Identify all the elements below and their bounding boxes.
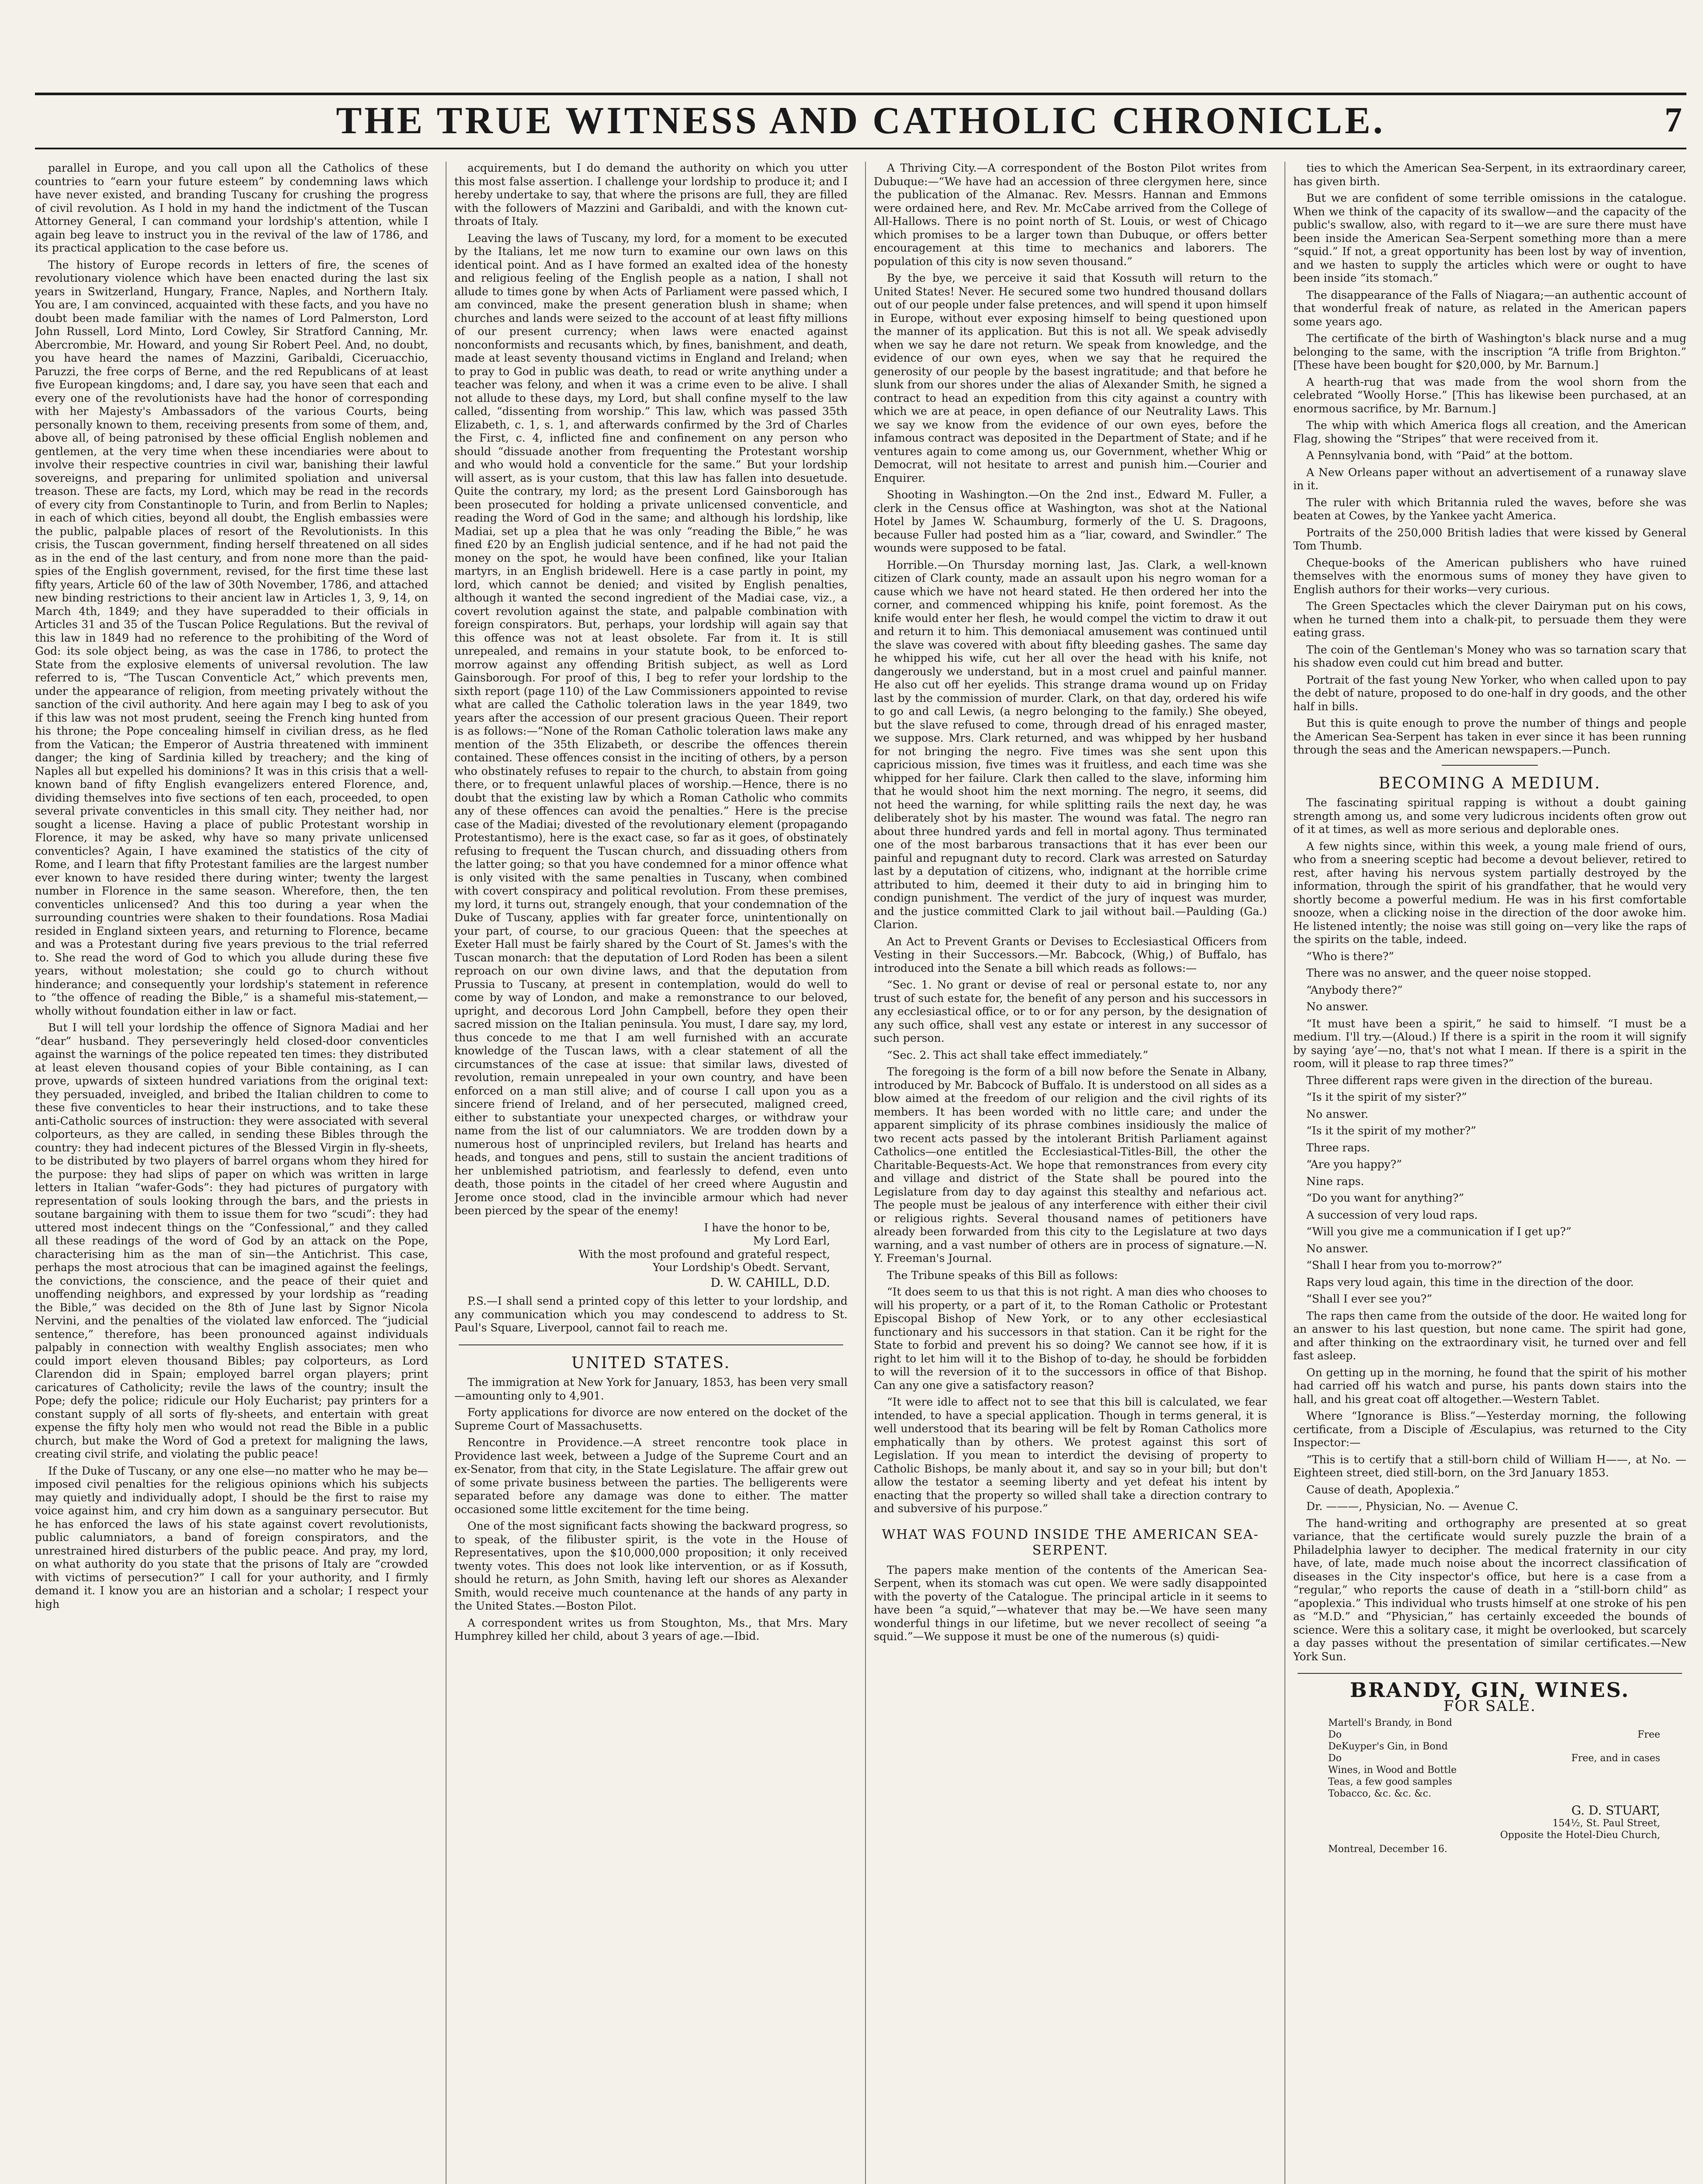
article-paragraph: “Are you happy?” <box>1306 1158 1402 1171</box>
article-paragraph: A New Orleans paper without an advertisement of a runaway slave in it. <box>1293 466 1686 492</box>
masthead-top-rule <box>35 93 1686 95</box>
signature: D. W. CAHILL, D.D. <box>710 1275 830 1290</box>
article-paragraph: The whip with which America flogs all creation, and the American Flag, showing the “Stripes” that were received from it. <box>1293 419 1686 445</box>
cahill-letter-body <box>454 162 848 1218</box>
ad-item <box>1328 1741 1660 1752</box>
closing-line: I have the honor to be, <box>704 1221 830 1234</box>
article-paragraph: ties to which the American Sea-Serpent, in its extraordinary career, has given birth. <box>1293 162 1686 188</box>
ad-item <box>1328 1752 1660 1764</box>
article-paragraph: Where “Ignorance is Bliss.”—Yesterday morning, the following certificate, from a Disciple of Æsculapius, was returned to the City Inspector:— <box>1293 1410 1686 1449</box>
united-states-news <box>454 1376 848 1643</box>
closing-line: With the most profound and grateful respect, <box>578 1248 830 1261</box>
page-number: 7 <box>1665 101 1682 139</box>
column-2 <box>454 162 848 2184</box>
article-paragraph: Cause of death, Apoplexia.” <box>1306 1483 1460 1496</box>
news-item: One of the most significant facts showing the backward progress, so to speak, of the filibuster spirit, is the vote in the House of Representatives, upon the $10,000,000 proposition; it only received twenty votes. This does not look like intervention, or as if Kossuth, should he return, as John Smith, having left our shores as Alexander Smith, would receive much countenance at the hands of any party in the United States.—Boston Pilot. <box>454 1520 848 1612</box>
ad-item-name: Do <box>1328 1729 1342 1740</box>
article-paragraph: “This is to certify that a still-born child of William H——, at No. — Eighteen street, died still-born, on the 3rd January 1853. <box>1293 1453 1686 1479</box>
newspaper-title: THE TRUE WITNESS AND CATHOLIC CHRONICLE. <box>336 100 1385 142</box>
article-paragraph: acquirements, but I do demand the authority on which you utter this most false assertion. I challenge your lordship to produce it; and I hereby undertake to say, that where the prisons are full, they are filled with the followers of Mazzini and Garibaldi, and with the known cut-throats of Italy. <box>454 162 848 228</box>
article-paragraph: The fascinating spiritual rapping is without a doubt gaining strength among us, and some very ludicrous incidents often grow out of it at times, as well as more serious and deplorable ones. <box>1293 796 1686 836</box>
news-item: A Thriving City.—A correspondent of the Boston Pilot writes from Dubuque:—“We have had an accession of three clergymen here, since the publication of the Almanac. Rev. Messrs. Hannan and Emmons were ordained here, and Rev. Mr. McCabe arrived from the College of All-Hallows. There is no point north of St. Louis, or west of Chicago which promises to be a larger town than Dubuque, or offers better encouragement at this time to mechanics and laborers. The population of this city is now seven thousand.” <box>874 162 1267 268</box>
postscript: P.S.—I shall send a printed copy of this letter to your lordship, and any communication which you may condescend to address to St. Paul's Square, Liverpool, cannot fail to reach me. <box>454 1295 848 1334</box>
ad-item-note: Free, and in cases <box>1571 1753 1660 1764</box>
column-divider <box>1284 162 1285 2184</box>
article-paragraph: “Anybody there?” <box>1306 983 1403 996</box>
closing-line: My Lord Earl, <box>753 1234 830 1247</box>
article-paragraph: Three raps. <box>1306 1141 1370 1154</box>
article-paragraph: No answer. <box>1306 1107 1369 1120</box>
article-paragraph: If the Duke of Tuscany, or any one else—no matter who he may be—imposed civil penalties for the religious opinions which his subjects may quietly and individually adopt, I should be the first to raise my voice against him, and cry him down as a sanguinary persecutor. But he has enforced the laws of his state against covert revolutionists, public calumniators, a band of foreign conspirators, and the unrestrained hired disturbers of the public peace. And pray, my lord, on what authority do you state that the prisons of Italy are “crowded with victims of persecution?” I call for your authority, and I firmly demand it. I know you are an historian and a scholar; I respect your high <box>35 1464 428 1610</box>
article-paragraph: “Is it the spirit of my sister?” <box>1306 1091 1467 1103</box>
article-paragraph: Nine raps. <box>1306 1175 1364 1188</box>
news-item: Horrible.—On Thursday morning last, Jas. Clark, a well-known citizen of Clark county, made an assault upon his negro woman for a cause which we have not heard stated. He then ordered her into the corner, and commenced whipping his knife, point foremost. As the knife would enter her flesh, he would compel the victim to draw it out and return it to him. This demoniacal amusement was continued until the slave was covered with about fifty bleeding gashes. The same day he whipped his wife, cut her all over the head with his knife, not dangerously we understand, but in a most cruel and painful manner. He also cut off her eyelids. This strange drama wound up on Friday last by the commission of murder. Clark, on that day, ordered his wife to go and call Lewis, (a negro belonging to the family.) She obeyed, but the slave refused to come, through dread of his enraged master, we suppose. Mrs. Clark returned, and was whipped by her husband for not bringing the negro. Five times was she sent upon this capricious mission, five times was it fruitless, and each time was she whipped for her failure. Clark then called to the slave, informing him that he would shoot him the next morning. The negro, it seems, did not heed the warning, for while splitting rails the next day, he was deliberately shot by his master. The wound was fatal. The negro ran about three hundred yards and fell in mortal agony. Thus terminated one of the most barbarous transactions that it has ever been our painful and repugnant duty to record. Clark was arrested on Saturday last by a deputation of citizens, who, indignant at the horrible crime attributed to him, deemed it their duty to aid in bringing him to condign punishment. The verdict of the jury of inquest was murder, and the justice committed Clark to jail without bail.—Paulding (Ga.) Clarion. <box>874 558 1267 931</box>
section-heading-becoming-a-medium: BECOMING A MEDIUM. <box>1378 774 1601 792</box>
closing-line: Your Lordship's Obedt. Servant, <box>653 1261 830 1274</box>
article-paragraph: “Is it the spirit of my mother?” <box>1306 1124 1476 1137</box>
article-paragraph: A Pennsylvania bond, with “Paid” at the bottom. <box>1306 449 1573 462</box>
column-divider <box>446 162 447 2184</box>
ad-address: 154½, St. Paul Street, <box>1552 1818 1660 1829</box>
article-paragraph: A few nights since, within this week, a young male friend of ours, who from a sneering sceptic had become a devout believer, retired to rest, after having his nervous system partially destroyed by the information, through the spirit of his grandfather, that he would very shortly become a powerful medium. He was in his first comfortable snooze, when a clicking noise in the direction of the door awoke him. He listened intently; the noise was still going on—very like the raps of the spirits on the table, indeed. <box>1293 840 1686 946</box>
article-paragraph: Three different raps were given in the direction of the bureau. <box>1306 1074 1653 1087</box>
article-paragraph: Portraits of the 250,000 British ladies that were kissed by General Tom Thumb. <box>1293 526 1686 552</box>
news-item: A correspondent writes us from Stoughton, Ms., that Mrs. Mary Humphrey killed her child, about 3 years of age.—Ibid. <box>454 1616 848 1642</box>
news-item: An Act to Prevent Grants or Devises to Ecclesiastical Officers from Vesting in their Successors.—Mr. Babcock, (Whig,) of Buffalo, has introduced into the Senate a bill which reads as follows:— <box>874 935 1267 975</box>
ad-item-name: Wines, in Wood and Bottle <box>1328 1765 1457 1776</box>
article-paragraph: “Who is there?” <box>1306 950 1394 963</box>
article-paragraph: “Shall I hear from you to-morrow?” <box>1306 1259 1502 1272</box>
article-paragraph: Leaving the laws of Tuscany, my lord, for a moment to be executed by the Italians, let me now turn to examine our own laws on this identical point. And as I have formed an exalted idea of the honesty and religious feeling of the English people as a nation, I shall not allude to times gone by when Acts of Parliament were passed which, I am convinced, make the present generation blush in shame; when churches and lands were seized to the account of at least fifty millions of our present currency; when laws were enacted against nonconformists and recusants which, by fines, banishment, and death, made at least seventy thousand victims in England and Ireland; when to pray to God in public was death, to read or write anything under a teacher was felony, and when it was a crime even to be alive. I shall not allude to these days, my Lord, but shall confine myself to the law called, “dissenting from worship.” This law, which was passed 35th Elizabeth, c. 1, s. 1, and afterwards confirmed by the 3rd of Charles the First, c. 4, inflicted fine and confinement on any person who should “dissuade another from frequenting the Protestant worship and who would hold a conventicle for the same.” But your lordship will assert, as is your custom, that this law has fallen into desuetude. Quite the contrary, my lord; as the present Lord Gainsborough has been prosecuted for holding a private unlicensed conventicle, and reading the Word of God in the same; and although his lordship, like Madiai, set up a plea that he was only “reading the Bible,” he was fined £20 by an English judicial sentence, and if he had not paid the money on the spot, he would have been confined, like your Italian martyrs, in an English bridewell. Here is a case partly in point, my lord, which cannot be denied; and visited by English penalties, although it wanted the second ingredient of the Madiai case, viz., a covert revolution against the state, and palpable combination with foreign conspirators. But, perhaps, your lordship will again say that this offence was not at least obsolete. Far from it. It is still unrepealed, and remains in your statute book, to be enforced to-morrow against any offending British subject, as well as Lord Gainsborough. For proof of this, I beg to refer your lordship to the sixth report (page 110) of the Law Commissioners appointed to revise what are called the Catholic toleration laws in the year 1849, two years after the accession of our present gracious Queen. Their report is as follows:—“None of the Roman Catholic toleration laws make any mention of the 35th Elizabeth, or describe the offences therein contained. These offences consist in the inciting of others, by a person who obstinately refuses to repair to the church, to abstain from going there, or to frequent unlawful places of worship.—Hence, there is no doubt that the existing law by which a Roman Catholic who commits any of these offences can avoid the penalties.” Here is the precise case of the Madiai; divested of the revolutionary element (propagando Protestantismo), here is the exact case, so far as it goes, of obstinately refusing to frequent the Tuscan church, and dissuading others from the latter going; so that you have condemned for a minor offence what is only visited with the same penalties in Tuscany, when combined with covert conspiracy and political revolution. From these premises, my lord, it turns out, strangely enough, that your condemnation of the Duke of Tuscany, applies with far greater force, unintentionally on your part, of course, to our gracious Queen: that the speeches at Exeter Hall must be fairly shared by the Court of St. James's with the Tuscan monarch: that the deputation of Lord Roden has been a silent reproach on our own divine laws, and that the deputation from Prussia to Tuscany, at present in contemplation, would do well to come by way of London, and make a remonstrance to our beloved, upright, and decorous Lord John Campbell, before they open their sacred mission on the Italian peninsula. You must, I dare say, my lord, thus concede to me that I am well furnished with an accurate knowledge of the Tuscan laws, with a clear statement of all the circumstances of the case at issue: that similar laws, divested of revolution, remain unrepealed in your own country, and have been enforced on a man still alive; and of course I call upon you as a sincere friend of Ireland, and of her persecuted, maligned creed, either to substantiate your unexpected charges, or withdraw your name from the list of our calumniators. We are trodden down by a numerous host of unprincipled revilers, but Ireland has hearts and heads, and tongues and pens, still to sustain the ancient traditions of her unblemished patriotism, and fearlessly to defend, even unto death, those points in the citadel of her creed where Augustin and Jerome once stood, clad in the invincible armour which had never been pierced by the spear of the enemy! <box>454 232 848 1217</box>
article-paragraph: The history of Europe records in letters of fire, the scenes of revolutionary violence which have been enacted during the last six years in Switzerland, Hungary, France, Naples, and Northern Italy. You are, I am convinced, acquainted with these facts, and you have no doubt been made familiar with the names of Lord Palmerston, Lord John Russell, Lord Minto, Lord Cowley, Sir Stratford Canning, Mr. Abercrombie, Mr. Howard, and young Sir Robert Peel. And, no doubt, you have heard the names of Mazzini, Garibaldi, Ciceruacchio, Paruzzi, the free corps of Berne, and the red Republicans of at least five European kingdoms; and, I dare say, you have seen that each and every one of the revolutionists have had the honor of corresponding with her Majesty's Ambassadors of the various Courts, being personally known to them, receiving presents from some of them, and, above all, of being patronised by these official English noblemen and gentlemen, at the very time when these incendiaries were about to involve their respective countries in civil war, banishing their lawful sovereigns, and preparing for unlimited spoliation and universal treason. These are facts, my Lord, which may be read in the records of every city from Constantinople to Turin, and from Berlin to Naples; in each of which cities, beyond all doubt, the English embassies were the public, palpable places of resort of the Revolutionists. In this crisis, the Tuscan government, finding herself threatened on all sides as in the end of the last century, and from none more than the paid-spies of the English government, revised, for the first time these last fifty years, Article 60 of the law of 30th November, 1786, and attached new binding restrictions to their ancient law in Articles 1, 3, 9, 14, on March 4th, 1849; and they have superadded to their officials in Articles 31 and 35 of the Tuscan Police Regulations. But the revival of this law in 1849 had no reference to the prohibiting of the Word of God: its sole object being, as was the case in 1786, to protect the State from the explosive elements of universal revolution. The law referred to is, “The Tuscan Conventicle Act,” which prevents men, under the appearance of religion, from meeting privately without the sanction of the civil authority. And here again may I beg to ask of you if this law was not most prudent, seeing the French king hunted from his throne; the Pope concealing himself in civilian dress, as he fled from the Vatican; the Emperor of Austria threatened with imminent danger; the king of Sardinia killed by treachery; and the king of Naples all but expelled his dominions? It was in this crisis that a well-known band of fifty English evangelizers entered Florence, and, dividing themselves into five sections of ten each, proceeded, to open several private conventicles in this small city. They neither had, nor sought a license. Having a place of public Protestant worship in Florence, it may be asked, why have so many private unlicensed conventicles? Again, I have examined the statistics of the city of Rome, and I learn that fifty Protestant families are the largest number ever known to have resided there during winter; twenty the largest number in Florence in the same season. Wherefore, then, the ten conventicles unlicensed? And this too during a year when the surrounding countries were shaken to their foundations. Rosa Madiai resided in England sixteen years, and returning to Florence, became and was a Protestant during five years previous to the trial referred to. She read the word of God to which you allude during these five years, without molestation; she could go to church without hinderance; and consequently your lordship's statement in reference to “the offence of reading the Bible,” is a shameful mis-statement,—wholly without foundation either in law or fact. <box>35 258 428 1017</box>
ad-merchant: G. D. STUART, <box>1571 1803 1660 1818</box>
news-item: The immigration at New York for January, 1853, has been very small—amounting only to 4,901. <box>454 1376 848 1402</box>
ad-item-note: Free <box>1637 1729 1660 1740</box>
news-item: The foregoing is the form of a bill now before the Senate in Albany, introduced by Mr. Babcock of Buffalo. It is understood on all sides as a blow aimed at the freedom of our religion and the civil rights of its members. It has been worded with no little care; and under the apparent simplicity of its phrase combines insidiously the malice of two recent acts passed by the intolerant British Parliament against Catholics—one entitled the Ecclesiastical-Titles-Bill, the other the Charitable-Bequests-Act. We hope that remonstrances from every city and village and district of the State shall be poured into the Legislature from day to day against this stealthy and nefarious act. The people must be jealous of any interference with either their civil or religious rights. Several thousand names of petitioners have already been forwarded from this city to the Legislature at two days warning, and a vast number of others are in process of signature.—N. Y. Freeman's Journal. <box>874 1065 1267 1265</box>
article-paragraph: parallel in Europe, and you call upon all the Catholics of these countries to “earn your future esteem” by condemning laws which have never existed, and branding Tuscany for crushing the progress of civil revolution. As I hold in my hand the indictment of the Tuscan Attorney General, I can command your lordship's attention, while I again beg leave to instruct you in the revival of the law of 1786, and its practical application to the case before us. <box>35 162 428 254</box>
article-paragraph: No answer. <box>1306 1242 1369 1255</box>
masthead <box>35 87 1686 153</box>
article-paragraph: No answer. <box>1306 1000 1369 1013</box>
news-item: Rencontre in Providence.—A street rencontre took place in Providence last week, between a Judge of the Supreme Court and an ex-Senator, from that city, in the State Legislature. The affair grew out of some private business between the parties. The belligerents were separated before any damage was done to either. The matter occasioned some little excitement for the time being. <box>454 1436 848 1516</box>
article-paragraph: But we are confident of some terrible omissions in the catalogue. When we think of the capacity of its swallow—and the capacity of the public's swallow, also, with regard to it—we are sure there must have been inside the American Sea-Serpent something more than a mere “squid.” If not, a great opportunity has been lost by way of invention, and we hasten to supply the articles which were or ought to have been inside “its stomach.” <box>1293 192 1686 284</box>
ad-item <box>1328 1729 1660 1741</box>
article-paragraph: But this is quite enough to prove the number of things and people the American Sea-Serpent has taken in ever since it has been running through the seas and the American newspapers.—Punch. <box>1293 717 1686 756</box>
ad-item-name: Tobacco, &c. &c. &c. <box>1328 1788 1431 1799</box>
section-rule <box>1442 765 1538 766</box>
columns <box>35 162 1686 2184</box>
article-paragraph: “Do you want for anything?” <box>1306 1192 1464 1204</box>
ad-subtitle: FOR SALE. <box>1443 1697 1536 1715</box>
column-divider <box>865 162 866 2184</box>
ad-item-name: DeKuyper's Gin, in Bond <box>1328 1741 1448 1752</box>
section-rule <box>459 1344 843 1345</box>
column-3 <box>874 162 1267 2184</box>
article-paragraph: “Shall I ever see you?” <box>1306 1292 1433 1305</box>
article-paragraph: The ruler with which Britannia ruled the waves, before she was beaten at Cowes, by the Yankee yacht America. <box>1293 496 1686 522</box>
article-paragraph: A hearth-rug that was made from the wool shorn from the celebrated “Woolly Horse.” [This has likewise been purchased, at an enormous sacrifice, by Mr. Barnum.] <box>1293 375 1686 415</box>
section-rule <box>1298 1673 1682 1674</box>
news-item: Shooting in Washington.—On the 2nd inst., Edward M. Fuller, a clerk in the Census office at Washington, was shot at the National Hotel by James W. Schaumburg, formerly of the U. S. Dragoons, because Fuller had posted him as a “liar, coward, and Swindler.” The wounds were supposed to be fatal. <box>874 488 1267 554</box>
article-paragraph: Dr. ———, Physician, No. — Avenue C. <box>1306 1500 1519 1513</box>
ad-item-name: Do <box>1328 1753 1342 1764</box>
column-1 <box>35 162 428 2184</box>
section-heading-united-states: UNITED STATES. <box>571 1354 731 1372</box>
ad-date: Montreal, December 16. <box>1328 1843 1447 1855</box>
ad-item <box>1328 1776 1660 1788</box>
ad-item <box>1328 1788 1660 1800</box>
article-paragraph: The coin of the Gentleman's Money who was so tarnation scary that his shadow even could cut him bread and butter. <box>1293 643 1686 669</box>
article-paragraph: The hand-writing and orthography are presented at so great variance, that the certificate would surely puzzle the brain of a Philadelphia lawyer to decipher. The medical fraternity in our city have, of late, made much noise about the incorrect classification of diseases in the City inspector's office, but here is a case from a “regular,” who reports the cause of death in a “still-born child” as “apoplexia.” This individual who trusts himself at one stroke of his pen as “M.D.” and “Physician,” has certainly exceeded the bounds of science. Were this a solitary case, it might be overlooked, but scarcely a day passes without the presentation of similar certificates.—New York Sun. <box>1293 1517 1686 1663</box>
article-paragraph: There was no answer, and the queer noise stopped. <box>1306 967 1592 979</box>
sea-serpent-article <box>874 1564 1267 1644</box>
ad-title: BRANDY, GIN, WINES. <box>1350 1678 1630 1702</box>
column-1-body <box>35 162 428 1611</box>
column-4-body <box>1293 162 1686 757</box>
article-paragraph: Cheque-books of the American publishers who have ruined themselves with the enormous sums of money they have given to English authors for their works—very curious. <box>1293 556 1686 596</box>
article-paragraph: The papers make mention of the contents of the American Sea-Serpent, when its stomach was cut open. We were sadly disappointed with the poverty of the Catalogue. The principal article in it seems to have been “a squid,”—whatever that may be.—We have seen many wonderful things in our lifetime, but we never recollect of seeing “a squid.”—We suppose it must be one of the numerous (s) quidi- <box>874 1563 1267 1643</box>
masthead-bottom-rule <box>35 148 1686 149</box>
article-paragraph: Portrait of the fast young New Yorker, who when called upon to pay the debt of nature, proposed to do one-half in dry goods, and the other half in bills. <box>1293 673 1686 713</box>
ad-item-list <box>1293 1717 1686 1800</box>
news-item: “Sec. 1. No grant or devise of real or personal estate to, nor any trust of such estate for, the benefit of any person and his successors in any ecclesiastical office, or to or for any person, by the designation of any such office, shall vest any estate or interest in any successor of such person. <box>874 978 1267 1044</box>
article-paragraph: The Green Spectacles which the clever Dairyman put on his cows, when he turned them into a chalk-pit, to persuade them they were eating grass. <box>1293 600 1686 639</box>
article-paragraph: “It must have been a spirit,” he said to himself. “I must be a medium. I'll try.—(Aloud.) If there is a spirit in the room it will signify by saying ‘aye’—no, that's not what I mean. If there is a spirit in the room, will it please to rap three times?” <box>1293 1017 1686 1070</box>
article-paragraph: Raps very loud again, this time in the direction of the door. <box>1306 1275 1634 1289</box>
news-item: “Sec. 2. This act shall take effect immediately.” <box>887 1048 1149 1061</box>
column-4 <box>1293 162 1686 2184</box>
advertisement <box>1293 1678 1686 1856</box>
article-paragraph: But I will tell your lordship the offence of Signora Madiai and her “dear” husband. They perseveringly held closed-door conventicles against the warnings of the police repeated ten times: they distributed at least eleven thousand copies of your Bible containing, as I can prove, upwards of sixteen hundred variations from the original text: they persuaded, inveigled, and bribed the Italian children to come to these five conventicles to hear their instructions, and to take these anti-Catholic sources of instruction: they were associated with several colporteurs, as they are called, in sending these Bibles through the country: they had indecent pictures of the Blessed Virgin in fly-sheets, to be distributed by two players of barrel organs whom they hired for the purpose: they had slips of paper on which was written in large letters in Italian “wafer-Gods”: they had pictures of purgatory with representation of souls looking through the bars, and the priests in soutane bargaining with them to issue them for two “scudi”: they had uttered most indecent things on the “Confessional,” and they called all these readings of the word of God by an attack on the Pope, characterising him as the man of sin—the Antichrist. This case, perhaps the most atrocious that can be imagined against the feelings, the convictions, the conscience, and the peace of their quiet and unoffending neighbors, and expressed by your lordship as “reading the Bible,” was decided on the 8th of June last by Signor Nicola Nervini, and the penalties of the violated law enforced. The “judicial sentence,” therefore, has been pronounced against individuals palpably in connection with wealthy English associates; men who could import eleven thousand Bibles; pay colporteurs, as Lord Clarendon did in Spain; employed barrel organ players; print caricatures of Catholicity; revile the laws of the country; insult the Pope; defy the police; ridicule our Holy Eucharist; pay printers for a constant supply of all sorts of fly-sheets, and entertain with great expense the fifty holy men who would not read the Bible in a public church, but make the Word of God a pretext for maligning the laws, creating civil strife, and violating the public peace! <box>35 1021 428 1460</box>
news-item: The Tribune speaks of this Bill as follows: <box>887 1268 1118 1282</box>
becoming-a-medium-article <box>1293 796 1686 1663</box>
newspaper-page <box>35 87 1686 2184</box>
news-item: By the bye, we perceive it said that Kossuth will return to the United States! Never. He secured some two hundred thousand dollars out of our people under false pretences, and will spend it upon himself in Europe, without ever exposing himself to being questioned upon the manner of its application. But this is not all. We speak advisedly when we say he dare not return. We speak from knowledge, and the evidence of our own eyes, when we say that he required the generosity of our people by the basest ingratitude; and that before he slunk from our shores under the alias of Alexander Smith, he signed a contract to head an expedition from this city against a country with which we are at peace, in open defiance of our Neutrality Laws. This we say we know from the evidence of our own eyes, before the infamous contract was deposited in the Department of State; and if he ventures again to come among us, our Government, whether Whig or Democrat, will not hesitate to arrest and punish him.—Courier and Enquirer. <box>874 272 1267 484</box>
news-item: “It does seem to us that this is not right. A man dies who chooses to will his property, or a part of it, to the Roman Catholic or Protestant Episcopal Bishop of New York, or to any other ecclesiastical functionary and his successors in that station. Can it be right for the State to forbid and prevent his so doing? We cannot see how, if it is right to let him will it to the Bishop of to-day, he should be forbidden to will the reversion of it to the successors in office of that Bishop. Can any one give a satisfactory reason? <box>874 1286 1267 1392</box>
article-paragraph: “Will you give me a communication if I get up?” <box>1306 1225 1571 1238</box>
article-paragraph: The certificate of the birth of Washington's black nurse and a mug belonging to the same, with the inscription “A trifle from Brighton.” [These have been bought for $20,000, by Mr. Barnum.] <box>1293 332 1686 371</box>
ad-item <box>1328 1717 1660 1729</box>
ad-item-name: Teas, a few good samples <box>1328 1776 1452 1787</box>
news-item: “It were idle to affect not to see that this bill is calculated, we fear intended, to have a special application. Though in terms general, it is well understood that its bearing will be felt by Roman Catholics more emphatically than by others. We protest against this sort of Legislation. If you mean to interdict the devising of property to Catholic Bishops, be manly about it, and say so in your bill; but don't allow the testator a seeming liberty and yet defeat his intent by enacting that the property so willed shall take a direction contrary to and subversive of his purpose.” <box>874 1396 1267 1515</box>
article-paragraph: On getting up in the morning, he found that the spirit of his mother had carried off his watch and purse, his pants down stairs into the hall, and his great coat off altogether.—Western Tablet. <box>1293 1366 1686 1406</box>
news-item: Forty applications for divorce are now entered on the docket of the Supreme Court of Massachusetts. <box>454 1406 848 1432</box>
section-heading-sea-serpent: WHAT WAS FOUND INSIDE THE AMERICAN SEA-SERPENT. <box>882 1527 1259 1558</box>
ad-item-name: Martell's Brandy, in Bond <box>1328 1717 1452 1728</box>
ad-item <box>1328 1764 1660 1776</box>
article-paragraph: A succession of very loud raps. <box>1306 1208 1478 1221</box>
column-3-body <box>874 162 1267 1516</box>
article-paragraph: The disappearance of the Falls of Niagara;—an authentic account of that wonderful freak of nature, as related in the American papers some years ago. <box>1293 288 1686 328</box>
ad-address: Opposite the Hotel-Dieu Church, <box>1500 1829 1660 1841</box>
article-paragraph: The raps then came from the outside of the door. He waited long for an answer to his last question, but none came. The spirit had gone, and after thinking on the extraordinary visit, he turned over and fell fast asleep. <box>1293 1309 1686 1362</box>
